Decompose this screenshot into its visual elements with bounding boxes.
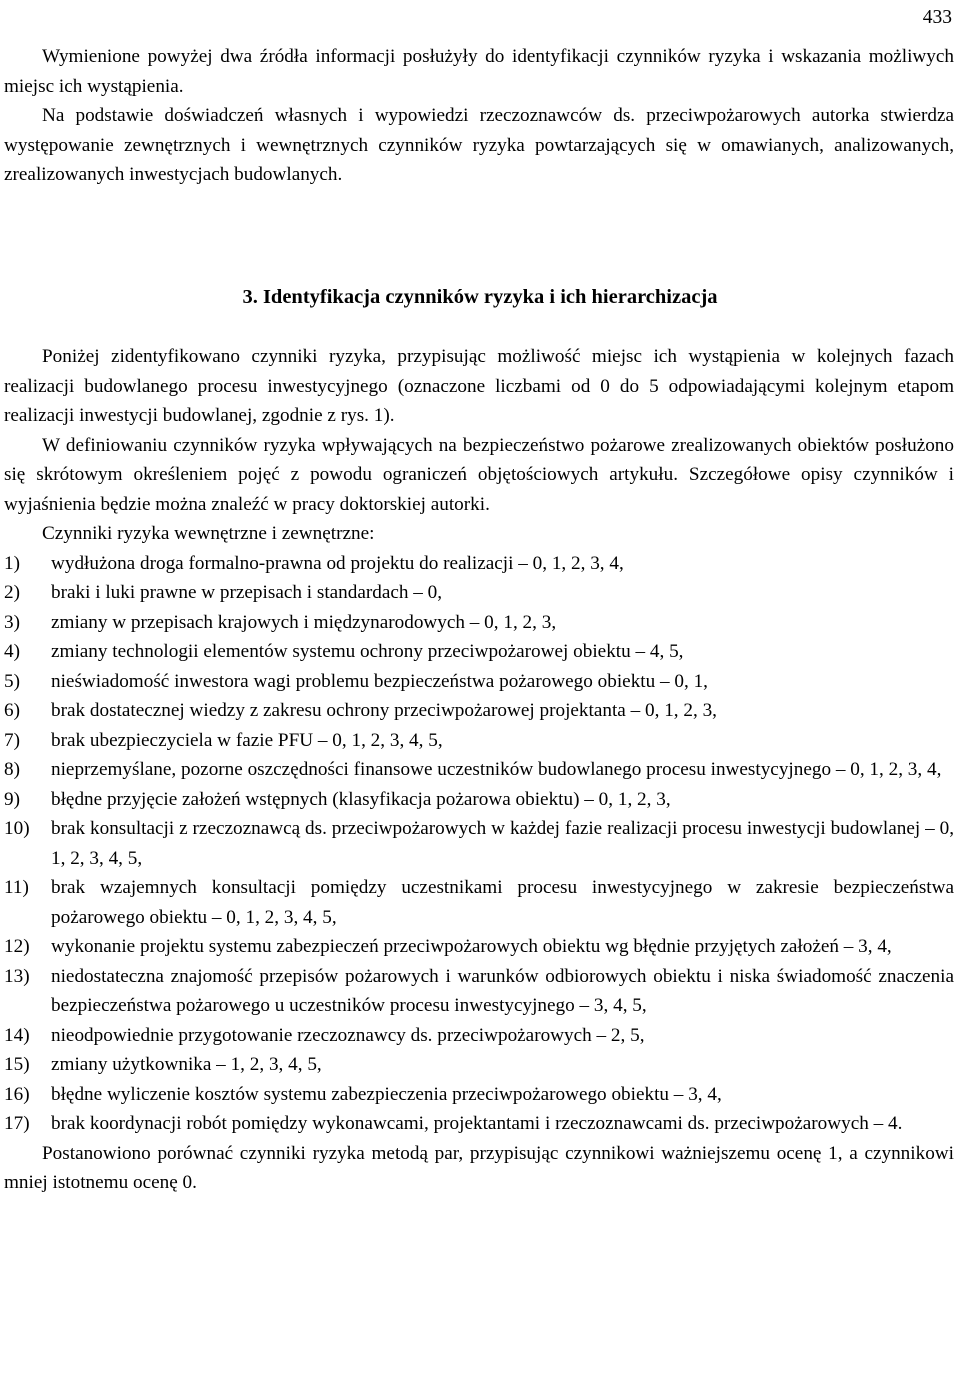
list-item-number: 12) (4, 936, 30, 957)
intro-paragraph-2: Na podstawie doświadczeń własnych i wypowiedzi rzeczoznawców ds. przeciwpożarowych autorka stwierdza występowanie zewnętrznych i wewnętrznych czynników ryzyka powtarzających się w omawianych, analizowanych, zrealizowanych inwestycjach budowlanych. (4, 105, 954, 185)
list-item-number: 11) (4, 877, 29, 898)
list-item-text: wykonanie projektu systemu zabezpieczeń przeciwpożarowych obiektu wg błędnie przyjętych założeń – 3, 4, (51, 936, 892, 957)
list-item (4, 726, 954, 756)
section-title: 3. Identyfikacja czynników ryzyka i ich hierarchizacja (242, 286, 718, 308)
list-item (4, 1109, 954, 1139)
list-item (4, 1080, 954, 1110)
list-item-text: brak ubezpieczyciela w fazie PFU – 0, 1, 2, 3, 4, 5, (51, 729, 443, 751)
list-item-number: 3) (4, 611, 20, 633)
list-item-text: zmiany w przepisach krajowych i międzynarodowych – 0, 1, 2, 3, (51, 611, 557, 633)
list-item-text: nieświadomość inwestora wagi problemu bezpieczeństwa pożarowego obiektu – 0, 1, (51, 670, 708, 692)
risk-factor-list (4, 549, 954, 1139)
list-item (4, 755, 954, 785)
list-item-text: nieodpowiednie przygotowanie rzeczoznawcy ds. przeciwpożarowych – 2, 5, (51, 1024, 645, 1046)
list-item-text: brak wzajemnych konsultacji pomiędzy uczestnikami procesu inwestycyjnego w zakresie bezpieczeństwa pożarowego obiektu – 0, 1, 2, 3, 4, 5, (51, 877, 954, 928)
intro-paragraph-1: Wymienione powyżej dwa źródła informacji posłużyły do identyfikacji czynników ryzyka i wskazania możliwych miejsc ich wystąpienia. (4, 46, 954, 97)
list-item (4, 1050, 954, 1080)
list-item-number: 7) (4, 729, 20, 751)
list-item-number: 1) (4, 552, 20, 574)
list-item (4, 667, 954, 697)
list-item (4, 578, 954, 608)
body-section (4, 342, 954, 1198)
list-item-text: brak koordynacji robót pomiędzy wykonawcami, projektantami i rzeczoznawcami ds. przeciwpożarowych – 4. (51, 1113, 903, 1134)
list-item-number: 13) (4, 965, 30, 987)
intro-section (4, 42, 954, 190)
list-item (4, 962, 954, 1021)
list-item (4, 932, 954, 962)
body-paragraph-2: W definiowaniu czynników ryzyka wpływających na bezpieczeństwo pożarowe zrealizowanych obiektów posłużono się skrótowym określeniem pojęć z powodu ograniczeń objętościowych artykułu. Szczegółowe opisy czynników i wyjaśnienia będzie można znaleźć w pracy doktorskiej autorki. (4, 434, 954, 515)
list-item-text: wydłużona droga formalno-prawna od projektu do realizacji – 0, 1, 2, 3, 4, (51, 552, 624, 574)
list-item (4, 637, 954, 667)
list-item-number: 2) (4, 582, 20, 603)
list-item-text: brak konsultacji z rzeczoznawcą ds. przeciwpożarowych w każdej fazie realizacji procesu inwestycji budowlanej – 0, 1, 2, 3, 4, 5, (51, 818, 954, 869)
list-item-number: 4) (4, 641, 20, 662)
list-item-text: błędne przyjęcie założeń wstępnych (klasyfikacja pożarowa obiektu) – 0, 1, 2, 3, (51, 788, 671, 810)
list-intro: Czynniki ryzyka wewnętrzne i zewnętrzne: (42, 523, 375, 544)
list-item (4, 608, 954, 638)
list-item (4, 549, 954, 579)
body-paragraph-1: Poniżej zidentyfikowano czynniki ryzyka, przypisując możliwość miejsc ich wystąpienia w kolejnych fazach realizacji budowlanego procesu inwestycyjnego (oznaczone liczbami od 0 do 5 odpowiadającymi kolejnym etapom realizacji inwestycji budowlanej, zgodnie z rys. 1). (4, 346, 954, 426)
list-item-text: braki i luki prawne w przepisach i standardach – 0, (51, 582, 443, 603)
list-item-number: 8) (4, 759, 20, 780)
list-item-number: 5) (4, 670, 20, 692)
page-number: 433 (922, 7, 952, 28)
list-item-number: 14) (4, 1024, 30, 1046)
list-item (4, 785, 954, 815)
list-item-number: 16) (4, 1083, 30, 1105)
list-item (4, 1021, 954, 1051)
list-item-number: 17) (4, 1113, 30, 1134)
list-item-text: nieprzemyślane, pozorne oszczędności finansowe uczestników budowlanego procesu inwestycyjnego – 0, 1, 2, 3, 4, (51, 759, 942, 780)
list-item-number: 15) (4, 1054, 30, 1075)
list-item-number: 9) (4, 788, 20, 810)
list-item-number: 6) (4, 700, 20, 721)
list-item-text: zmiany użytkownika – 1, 2, 3, 4, 5, (51, 1054, 322, 1075)
list-item (4, 696, 954, 726)
list-item-number: 10) (4, 818, 30, 839)
list-item-text: zmiany technologii elementów systemu ochrony przeciwpożarowej obiektu – 4, 5, (51, 641, 684, 662)
closing-paragraph: Postanowiono porównać czynniki ryzyka metodą par, przypisując czynnikowi ważniejszemu ocenę 1, a czynnikowi mniej istotnemu ocenę 0. (4, 1142, 954, 1193)
list-item (4, 873, 954, 932)
list-item-text: brak dostatecznej wiedzy z zakresu ochrony przeciwpożarowej projektanta – 0, 1, 2, 3, (51, 700, 717, 721)
list-item-text: niedostateczna znajomość przepisów pożarowych i warunków odbiorowych obiektu i niska świadomość znaczenia bezpieczeństwa pożarowego u uczestników procesu inwestycyjnego – 3, 4, 5, (51, 965, 954, 1016)
list-item-text: błędne wyliczenie kosztów systemu zabezpieczenia przeciwpożarowego obiektu – 3, 4, (51, 1083, 722, 1105)
list-item (4, 814, 954, 873)
